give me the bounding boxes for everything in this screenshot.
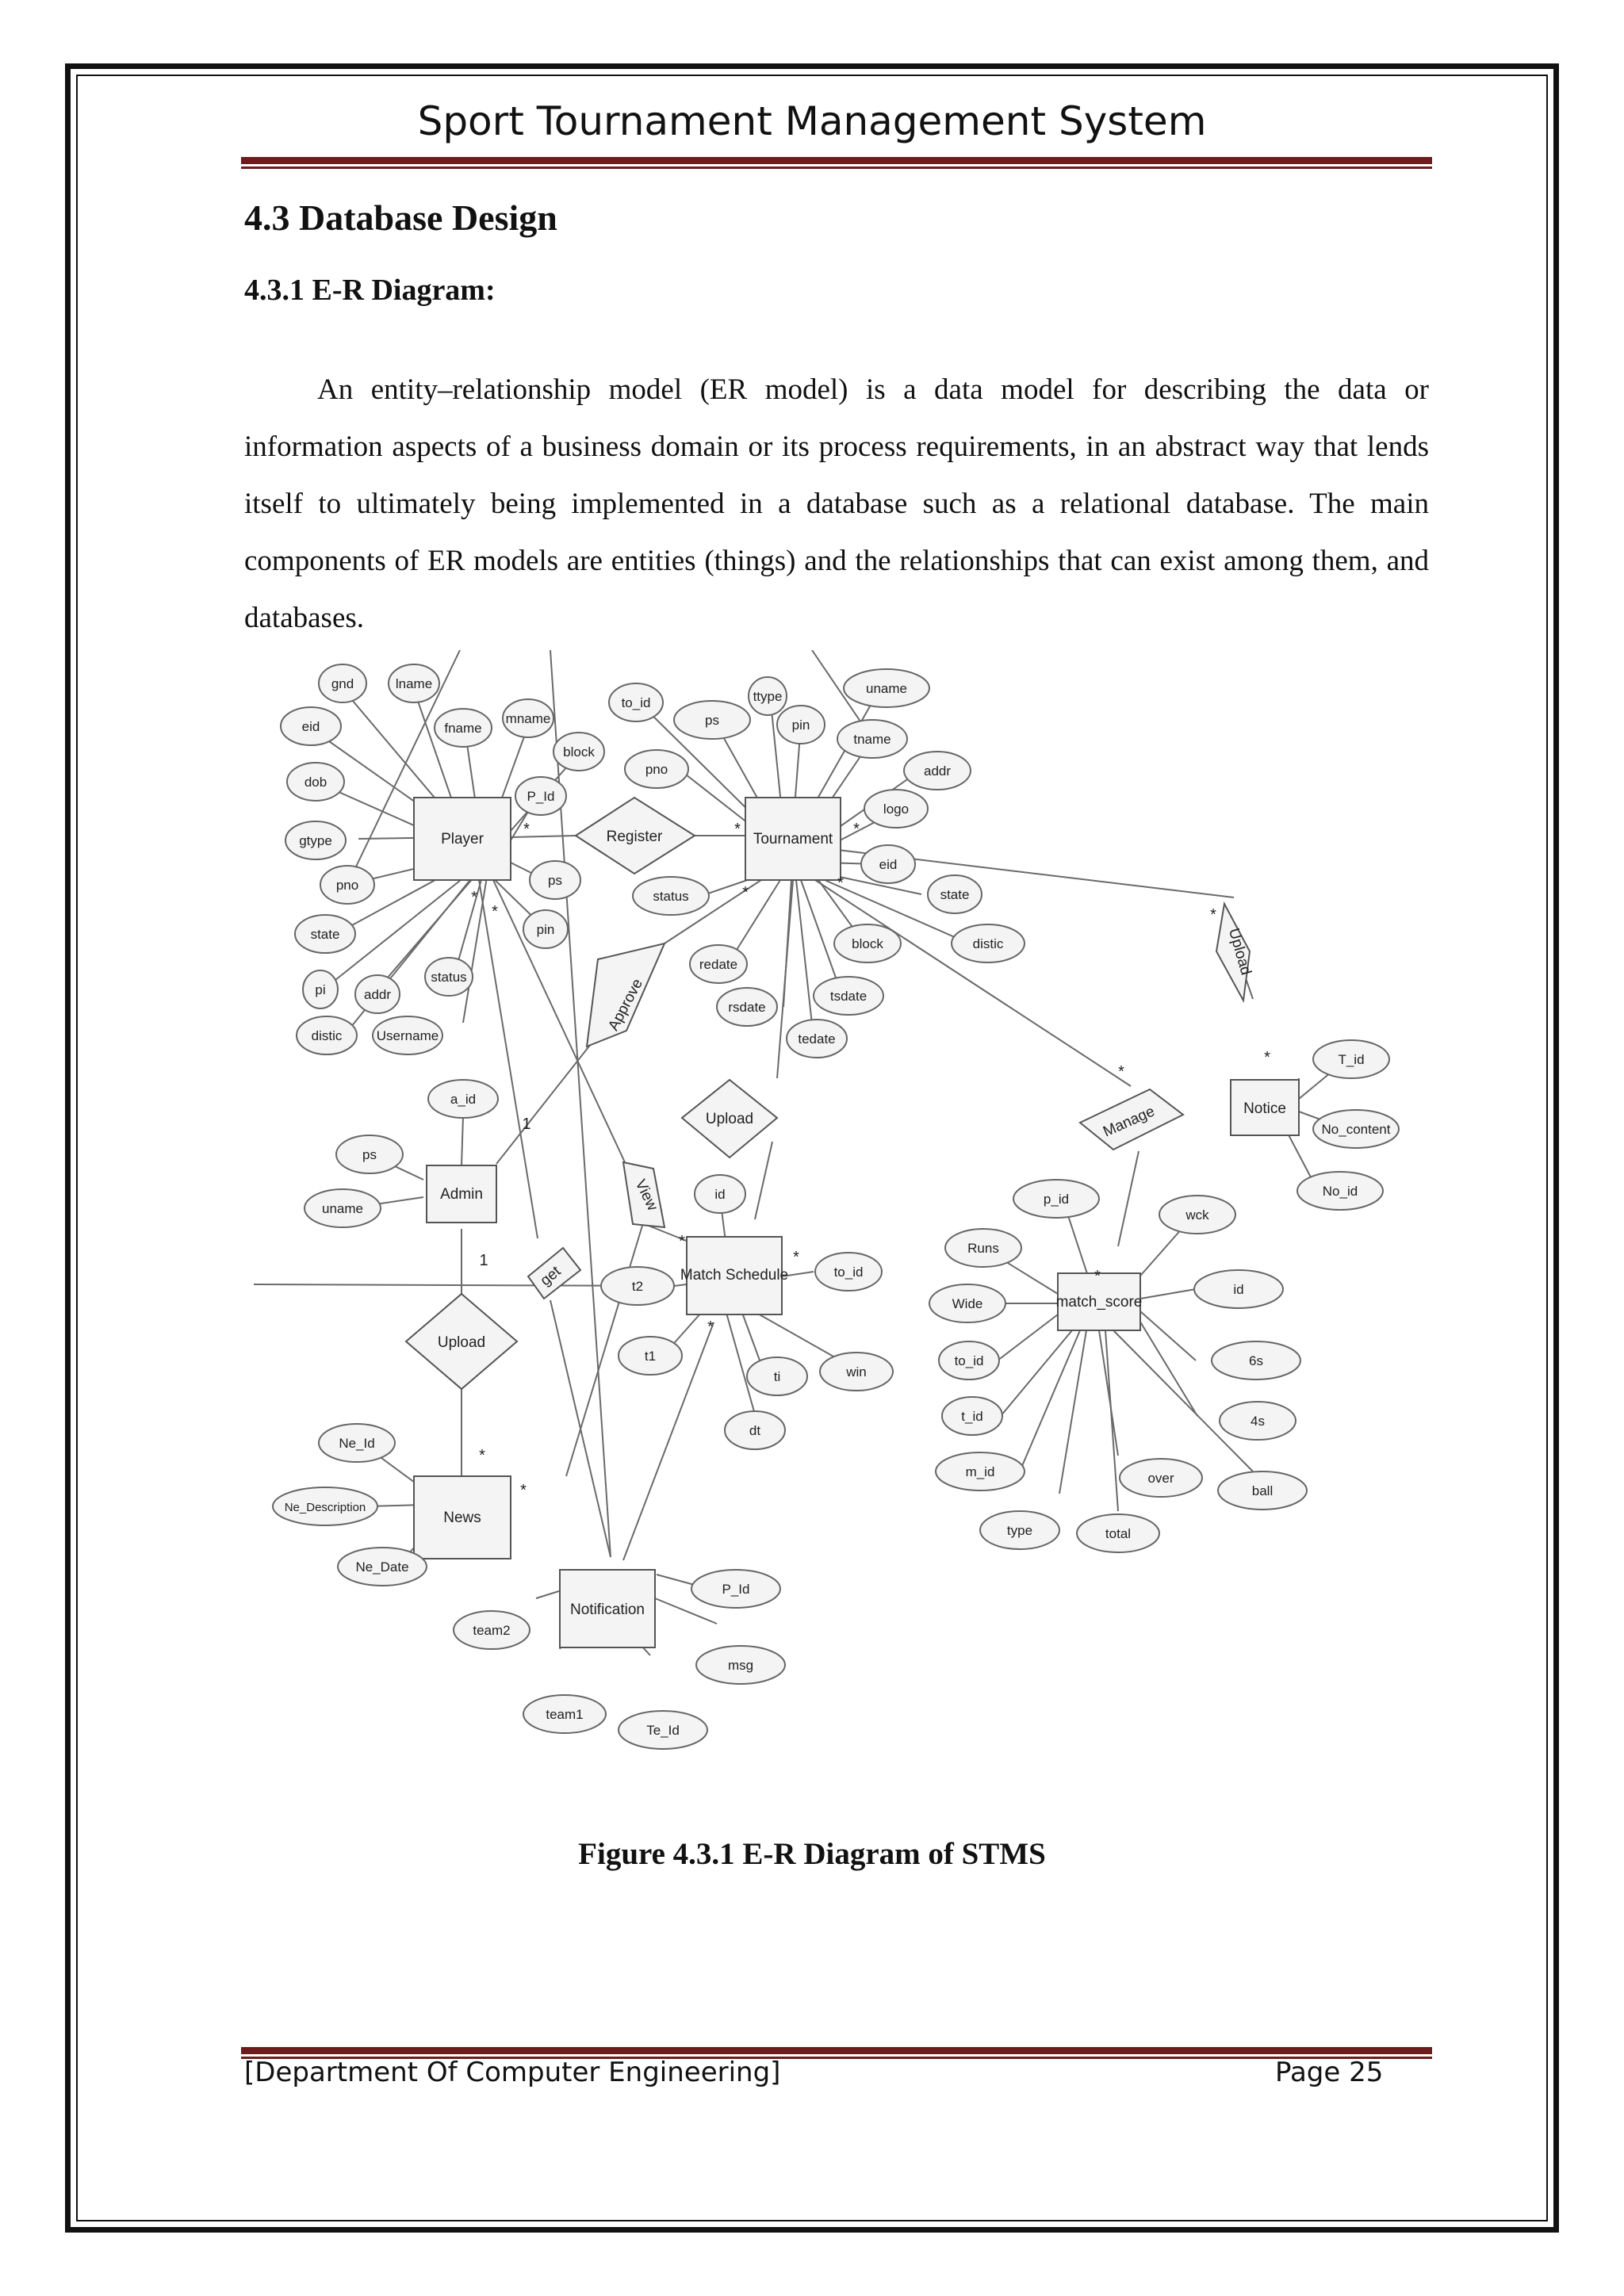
- attribute-notification: [619, 1711, 707, 1749]
- attribute-match-score: [1120, 1459, 1202, 1497]
- attribute-match-schedule: [747, 1357, 807, 1395]
- attribute-label: p_id: [1043, 1192, 1070, 1207]
- attribute-label: id: [1233, 1282, 1244, 1297]
- section-heading: 4.3 Database Design: [244, 197, 557, 238]
- attribute-label: uname: [866, 681, 907, 696]
- attribute-label: T_id: [1338, 1052, 1365, 1067]
- attribute-label: uname: [322, 1201, 363, 1216]
- attribute-label: to_id: [954, 1353, 984, 1368]
- attribute-label: gnd: [331, 676, 354, 691]
- attribute-label: pno: [335, 878, 359, 893]
- attribute-match-schedule: [820, 1353, 893, 1391]
- attribute-label: Ne_Description: [284, 1501, 366, 1514]
- entity-label: Notice: [1243, 1100, 1286, 1117]
- attribute-notice: [1297, 1172, 1383, 1210]
- attribute-tournament: [904, 752, 971, 790]
- cardinality: *: [679, 1233, 685, 1250]
- attribute-player: [553, 733, 604, 771]
- cardinality: *: [793, 1249, 799, 1266]
- attribute-notification: [523, 1695, 606, 1733]
- attribute-label: ball: [1251, 1483, 1274, 1498]
- attribute-notice: [1313, 1110, 1399, 1148]
- footer-page-number: Page 25: [1275, 2057, 1384, 2088]
- attribute-label: 4s: [1251, 1414, 1265, 1429]
- rel-label: get: [537, 1263, 565, 1290]
- attribute-label: Wide: [952, 1296, 983, 1311]
- attribute-label: pno: [645, 762, 668, 777]
- cardinality: *: [707, 1318, 714, 1336]
- attribute-label: id: [714, 1187, 726, 1202]
- attribute-label: Ne_Date: [355, 1559, 409, 1575]
- attribute-label: Te_Id: [646, 1723, 680, 1738]
- cardinality: *: [492, 903, 498, 920]
- entity-label: News: [443, 1510, 481, 1526]
- attribute-label: eid: [879, 857, 898, 872]
- attribute-player: [319, 664, 366, 702]
- attribute-label: P_Id: [527, 789, 555, 804]
- attribute-label: status: [431, 970, 467, 985]
- attribute-player: [355, 975, 400, 1013]
- attribute-label: P_Id: [722, 1582, 750, 1597]
- attribute-match-score: [1218, 1471, 1307, 1510]
- attribute-match-schedule: [619, 1337, 682, 1375]
- attribute-admin: [428, 1080, 498, 1118]
- entity-label: Admin: [440, 1186, 483, 1203]
- attribute-tournament: [633, 877, 709, 915]
- attribute-label: tsdate: [829, 989, 868, 1004]
- attribute-label: fname: [444, 721, 482, 736]
- attribute-tournament: [609, 683, 663, 721]
- attribute-tournament: [837, 720, 907, 758]
- header-rule: [241, 157, 1432, 169]
- attribute-label: rsdate: [728, 1000, 766, 1015]
- attribute-match-score: [936, 1452, 1025, 1490]
- cardinality: 1: [479, 1252, 488, 1269]
- attribute-player: [297, 1016, 357, 1054]
- rel-label: Upload: [705, 1111, 754, 1127]
- attribute-label: wck: [1185, 1207, 1209, 1223]
- rel-label: Manage: [1101, 1103, 1158, 1141]
- cardinality: *: [1210, 906, 1216, 924]
- attribute-tournament: [690, 945, 747, 983]
- attribute-tournament: [952, 924, 1025, 962]
- footer-department: [Department Of Computer Engineering]: [244, 2057, 781, 2088]
- attribute-match-score: [1077, 1514, 1159, 1552]
- attribute-tournament: [814, 977, 883, 1015]
- entity-label: Tournament: [753, 831, 833, 848]
- attribute-match-score: [1013, 1180, 1099, 1218]
- attribute-label: total: [1105, 1526, 1132, 1541]
- attribute-tournament: [749, 677, 787, 715]
- attribute-match-score: [939, 1341, 999, 1380]
- attribute-player: [389, 664, 439, 702]
- attribute-label: addr: [923, 763, 952, 779]
- attribute-label: lname: [395, 676, 433, 691]
- rel-label: View: [631, 1177, 661, 1214]
- attribute-player: [373, 1016, 442, 1054]
- cardinality: *: [742, 884, 749, 901]
- attribute-notification: [454, 1611, 530, 1649]
- attribute-tournament: [777, 706, 825, 744]
- attribute-label: a_id: [450, 1092, 477, 1107]
- er-diagram: [254, 650, 1443, 1776]
- attribute-tournament: [787, 1020, 847, 1058]
- attribute-label: Username: [376, 1028, 439, 1043]
- header-title: Sport Tournament Management System: [417, 98, 1207, 144]
- attribute-label: addr: [363, 987, 392, 1002]
- attribute-player: [435, 709, 492, 747]
- attribute-label: ttype: [753, 689, 783, 704]
- attribute-player: [425, 958, 473, 996]
- attribute-match-score: [945, 1229, 1021, 1267]
- attribute-label: Ne_Id: [339, 1436, 375, 1451]
- attribute-player: [287, 763, 344, 801]
- attribute-label: t2: [631, 1279, 644, 1294]
- figure-caption: Figure 4.3.1 E-R Diagram of STMS: [578, 1837, 1046, 1871]
- cardinality: 1: [522, 1115, 531, 1133]
- attribute-match-schedule: [601, 1267, 674, 1305]
- attribute-match-score: [929, 1284, 1005, 1322]
- attribute-tournament: [834, 924, 901, 962]
- attribute-player: [523, 910, 568, 948]
- attribute-label: tname: [853, 732, 891, 747]
- attribute-label: m_id: [965, 1464, 995, 1479]
- cardinality: *: [523, 821, 530, 838]
- attribute-notification: [696, 1646, 785, 1684]
- cardinality: *: [520, 1482, 527, 1499]
- attribute-label: ps: [548, 873, 562, 888]
- attribute-label: to_id: [833, 1265, 864, 1280]
- attribute-label: pin: [791, 718, 810, 733]
- attribute-label: ps: [705, 713, 719, 728]
- rel-label: Upload: [1224, 926, 1254, 978]
- cardinality: *: [853, 821, 860, 838]
- intro-paragraph: An entity–relationship model (ER model) is a data model for describing the data or information aspects of a business domain or its process requirements, in an abstract way that lends itself to ultimately being implemented in a database such as a relational database. The main components of ER models are entities (things) and the relationships that can exist among them, and databases.: [244, 373, 1429, 634]
- attribute-match-score: [1159, 1196, 1235, 1234]
- attribute-tournament: [864, 790, 928, 828]
- attribute-label: type: [1006, 1523, 1033, 1538]
- attribute-label: block: [563, 744, 595, 760]
- cardinality: *: [1118, 1063, 1124, 1081]
- attribute-label: ti: [773, 1369, 781, 1384]
- attribute-tournament: [625, 750, 688, 788]
- attribute-player: [285, 821, 346, 859]
- attribute-label: team1: [546, 1707, 584, 1722]
- cardinality: *: [1094, 1268, 1101, 1285]
- attribute-tournament: [844, 669, 929, 707]
- attribute-label: team2: [473, 1623, 511, 1638]
- attribute-player: [303, 970, 338, 1008]
- attribute-match-score: [1194, 1270, 1283, 1308]
- attribute-match-score: [1220, 1402, 1296, 1440]
- attribute-label: dt: [749, 1423, 761, 1438]
- attribute-label: pin: [536, 922, 555, 937]
- entity-label: Player: [441, 831, 484, 848]
- attribute-notification: [691, 1570, 780, 1608]
- rel-label: Upload: [437, 1334, 486, 1351]
- attribute-label: mname: [505, 711, 551, 726]
- attribute-news: [319, 1424, 395, 1462]
- attribute-label: t1: [644, 1349, 657, 1364]
- attribute-admin: [336, 1135, 403, 1173]
- attribute-player: [515, 777, 566, 815]
- cardinality: *: [1264, 1049, 1270, 1066]
- attribute-label: distic: [972, 936, 1004, 951]
- attribute-label: t_id: [961, 1409, 983, 1424]
- attribute-label: gtype: [299, 833, 332, 848]
- attribute-tournament: [928, 875, 982, 913]
- entity-label: Notification: [570, 1601, 645, 1618]
- cardinality: *: [837, 874, 844, 892]
- attribute-player: [320, 866, 374, 904]
- attribute-label: block: [852, 936, 883, 951]
- entity-label: Match Schedule: [680, 1267, 789, 1284]
- attribute-player: [281, 707, 341, 745]
- attribute-match-schedule: [695, 1175, 745, 1213]
- attribute-label: to_id: [621, 695, 651, 710]
- attribute-label: eid: [301, 719, 320, 734]
- attribute-label: ps: [362, 1147, 377, 1162]
- entity-label: match_score: [1055, 1294, 1143, 1311]
- attribute-match-score: [942, 1397, 1002, 1435]
- attribute-label: redate: [699, 957, 738, 972]
- attribute-label: distic: [311, 1028, 343, 1043]
- attribute-match-schedule: [725, 1411, 785, 1449]
- attribute-match-score: [980, 1511, 1059, 1549]
- attribute-label: over: [1147, 1471, 1174, 1486]
- attribute-label: pi: [315, 982, 326, 997]
- attribute-tournament: [717, 988, 777, 1026]
- attribute-label: status: [653, 889, 689, 904]
- attribute-label: state: [940, 887, 970, 902]
- cardinality: *: [734, 821, 741, 838]
- attribute-news: [273, 1487, 377, 1525]
- rel-label: Register: [606, 828, 663, 845]
- attribute-label: 6s: [1249, 1353, 1263, 1368]
- attribute-label: win: [846, 1364, 867, 1380]
- attribute-label: state: [310, 927, 340, 942]
- attribute-label: No_id: [1322, 1184, 1358, 1199]
- attribute-tournament: [861, 845, 915, 883]
- attribute-player: [295, 915, 355, 953]
- attribute-label: tedate: [798, 1031, 836, 1047]
- attribute-player: [503, 699, 553, 737]
- attribute-label: dob: [304, 775, 327, 790]
- section-subheading: 4.3.1 E-R Diagram:: [244, 274, 496, 307]
- attribute-tournament: [674, 701, 750, 739]
- cardinality: *: [479, 1447, 485, 1464]
- attribute-notice: [1313, 1040, 1389, 1078]
- attribute-news: [338, 1548, 427, 1586]
- attribute-match-schedule: [815, 1253, 882, 1291]
- attribute-label: Runs: [967, 1241, 999, 1256]
- attribute-match-score: [1212, 1341, 1300, 1380]
- attribute-label: No_content: [1321, 1122, 1391, 1137]
- attribute-label: msg: [727, 1658, 754, 1673]
- cardinality: *: [471, 889, 477, 906]
- rel-label: Approve: [605, 976, 647, 1034]
- attribute-admin: [304, 1189, 381, 1227]
- attribute-player: [530, 861, 580, 899]
- attribute-label: logo: [883, 802, 910, 817]
